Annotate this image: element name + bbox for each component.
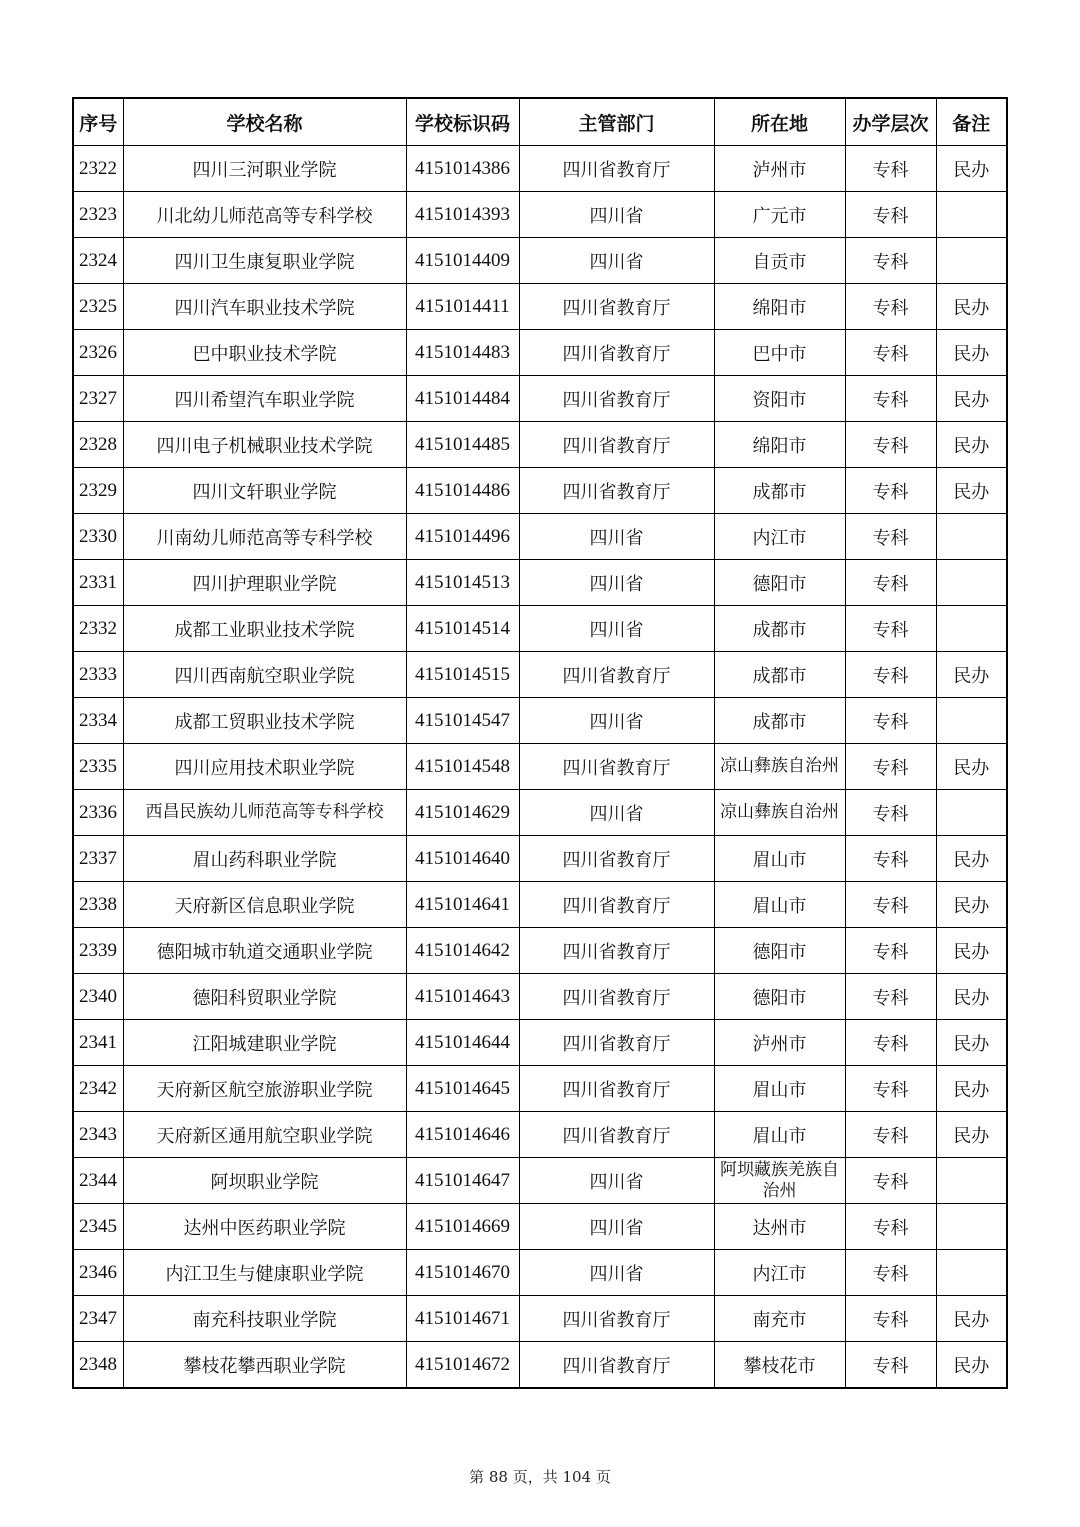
cell-school-code: 4151014484 [406,376,519,422]
cell-location: 广元市 [714,192,845,238]
cell-department: 四川省教育厅 [519,284,714,330]
cell-location: 眉山市 [714,1066,845,1112]
cell-seq: 2347 [73,1296,123,1342]
cell-level: 专科 [845,1112,936,1158]
cell-seq: 2323 [73,192,123,238]
cell-note: 民办 [936,882,1007,928]
cell-school-name: 德阳科贸职业学院 [123,974,406,1020]
cell-seq: 2338 [73,882,123,928]
page-number-footer: 第 88 页，共 104 页 [469,1468,611,1486]
cell-location: 巴中市 [714,330,845,376]
cell-seq: 2334 [73,698,123,744]
cell-department: 四川省 [519,1250,714,1296]
cell-seq: 2335 [73,744,123,790]
cell-note: 民办 [936,744,1007,790]
cell-seq: 2327 [73,376,123,422]
cell-note [936,606,1007,652]
header-note: 备注 [936,98,1007,146]
cell-department: 四川省教育厅 [519,1066,714,1112]
cell-location: 绵阳市 [714,422,845,468]
cell-level: 专科 [845,560,936,606]
table-row [73,1158,1007,1204]
cell-school-name: 德阳城市轨道交通职业学院 [123,928,406,974]
table-row [73,1250,1007,1296]
table-row [73,192,1007,238]
table-row [73,1342,1007,1389]
cell-location: 达州市 [714,1204,845,1250]
cell-level: 专科 [845,652,936,698]
cell-department: 四川省 [519,192,714,238]
cell-level: 专科 [845,468,936,514]
cell-seq: 2332 [73,606,123,652]
cell-level: 专科 [845,1158,936,1204]
cell-school-name: 达州中医药职业学院 [123,1204,406,1250]
cell-school-code: 4151014670 [406,1250,519,1296]
cell-department: 四川省教育厅 [519,146,714,192]
table-row [73,1112,1007,1158]
cell-location: 德阳市 [714,560,845,606]
cell-note [936,1204,1007,1250]
cell-seq: 2326 [73,330,123,376]
cell-school-name: 巴中职业技术学院 [123,330,406,376]
cell-seq: 2328 [73,422,123,468]
table-row [73,376,1007,422]
cell-school-name: 成都工业职业技术学院 [123,606,406,652]
cell-seq: 2325 [73,284,123,330]
cell-department: 四川省 [519,790,714,836]
cell-seq: 2329 [73,468,123,514]
cell-level: 专科 [845,1020,936,1066]
cell-location: 德阳市 [714,928,845,974]
cell-level: 专科 [845,1204,936,1250]
header-location: 所在地 [714,98,845,146]
table-row [73,652,1007,698]
cell-seq: 2337 [73,836,123,882]
cell-note: 民办 [936,468,1007,514]
cell-note [936,698,1007,744]
table-header-row [73,98,1007,146]
cell-location: 资阳市 [714,376,845,422]
table-row [73,882,1007,928]
cell-seq: 2343 [73,1112,123,1158]
cell-school-name: 天府新区信息职业学院 [123,882,406,928]
cell-school-name: 川北幼儿师范高等专科学校 [123,192,406,238]
cell-department: 四川省教育厅 [519,928,714,974]
cell-school-name: 攀枝花攀西职业学院 [123,1342,406,1389]
header-level: 办学层次 [845,98,936,146]
cell-school-name: 江阳城建职业学院 [123,1020,406,1066]
cell-note [936,560,1007,606]
cell-school-code: 4151014629 [406,790,519,836]
cell-note [936,192,1007,238]
cell-note [936,238,1007,284]
cell-location: 自贡市 [714,238,845,284]
cell-level: 专科 [845,330,936,376]
cell-school-name: 四川护理职业学院 [123,560,406,606]
cell-level: 专科 [845,422,936,468]
table-row [73,790,1007,836]
cell-seq: 2333 [73,652,123,698]
cell-note: 民办 [936,652,1007,698]
cell-department: 四川省 [519,1204,714,1250]
cell-school-name: 四川应用技术职业学院 [123,744,406,790]
cell-note: 民办 [936,1020,1007,1066]
table-body [73,146,1007,1389]
cell-school-name: 眉山药科职业学院 [123,836,406,882]
cell-location: 泸州市 [714,1020,845,1066]
cell-school-code: 4151014514 [406,606,519,652]
cell-level: 专科 [845,192,936,238]
cell-seq: 2348 [73,1342,123,1389]
cell-school-code: 4151014640 [406,836,519,882]
cell-department: 四川省教育厅 [519,882,714,928]
header-school-name: 学校名称 [123,98,406,146]
cell-level: 专科 [845,744,936,790]
cell-note: 民办 [936,928,1007,974]
cell-seq: 2340 [73,974,123,1020]
table-row [73,1020,1007,1066]
cell-department: 四川省教育厅 [519,422,714,468]
table-row [73,1296,1007,1342]
cell-department: 四川省 [519,560,714,606]
cell-school-name: 西昌民族幼儿师范高等专科学校 [123,790,406,836]
cell-location: 绵阳市 [714,284,845,330]
cell-school-name: 四川西南航空职业学院 [123,652,406,698]
cell-school-name: 天府新区航空旅游职业学院 [123,1066,406,1112]
cell-level: 专科 [845,1066,936,1112]
table-row [73,330,1007,376]
table-row [73,514,1007,560]
cell-seq: 2322 [73,146,123,192]
cell-department: 四川省教育厅 [519,1020,714,1066]
cell-location: 眉山市 [714,1112,845,1158]
cell-school-name: 南充科技职业学院 [123,1296,406,1342]
cell-level: 专科 [845,1296,936,1342]
cell-note [936,1250,1007,1296]
cell-department: 四川省教育厅 [519,652,714,698]
cell-seq: 2324 [73,238,123,284]
cell-school-name: 阿坝职业学院 [123,1158,406,1204]
cell-department: 四川省教育厅 [519,974,714,1020]
table-row [73,560,1007,606]
cell-school-name: 四川三河职业学院 [123,146,406,192]
cell-location: 凉山彝族自治州 [714,744,845,790]
cell-department: 四川省 [519,514,714,560]
cell-school-code: 4151014646 [406,1112,519,1158]
cell-school-code: 4151014547 [406,698,519,744]
cell-school-code: 4151014644 [406,1020,519,1066]
cell-school-name: 四川卫生康复职业学院 [123,238,406,284]
cell-location: 凉山彝族自治州 [714,790,845,836]
cell-school-code: 4151014386 [406,146,519,192]
cell-department: 四川省教育厅 [519,1342,714,1389]
cell-school-code: 4151014496 [406,514,519,560]
cell-seq: 2342 [73,1066,123,1112]
cell-department: 四川省教育厅 [519,744,714,790]
cell-school-code: 4151014409 [406,238,519,284]
cell-seq: 2331 [73,560,123,606]
table-row [73,238,1007,284]
cell-school-code: 4151014645 [406,1066,519,1112]
cell-school-code: 4151014671 [406,1296,519,1342]
cell-school-code: 4151014485 [406,422,519,468]
cell-school-code: 4151014647 [406,1158,519,1204]
cell-location: 泸州市 [714,146,845,192]
cell-department: 四川省教育厅 [519,1296,714,1342]
cell-location: 阿坝藏族羌族自治州 [714,1158,845,1204]
cell-seq: 2336 [73,790,123,836]
cell-department: 四川省教育厅 [519,468,714,514]
cell-note [936,514,1007,560]
cell-department: 四川省 [519,1158,714,1204]
header-seq: 序号 [73,98,123,146]
table-row [73,928,1007,974]
cell-school-name: 成都工贸职业技术学院 [123,698,406,744]
cell-location: 眉山市 [714,882,845,928]
cell-school-code: 4151014411 [406,284,519,330]
cell-location: 攀枝花市 [714,1342,845,1389]
table-row [73,836,1007,882]
table-row [73,422,1007,468]
cell-level: 专科 [845,928,936,974]
cell-level: 专科 [845,974,936,1020]
cell-note: 民办 [936,1112,1007,1158]
cell-department: 四川省教育厅 [519,376,714,422]
cell-note [936,790,1007,836]
cell-location: 成都市 [714,652,845,698]
cell-school-name: 川南幼儿师范高等专科学校 [123,514,406,560]
cell-level: 专科 [845,606,936,652]
cell-note: 民办 [936,422,1007,468]
cell-school-name: 内江卫生与健康职业学院 [123,1250,406,1296]
cell-note: 民办 [936,1296,1007,1342]
cell-department: 四川省 [519,698,714,744]
table-row [73,468,1007,514]
cell-note: 民办 [936,836,1007,882]
cell-location: 内江市 [714,514,845,560]
table-row [73,606,1007,652]
cell-school-code: 4151014483 [406,330,519,376]
cell-note: 民办 [936,974,1007,1020]
cell-school-name: 四川文轩职业学院 [123,468,406,514]
cell-level: 专科 [845,238,936,284]
header-school-code: 学校标识码 [406,98,519,146]
cell-level: 专科 [845,836,936,882]
cell-level: 专科 [845,1250,936,1296]
cell-school-code: 4151014486 [406,468,519,514]
cell-level: 专科 [845,1342,936,1389]
cell-department: 四川省 [519,606,714,652]
table-row [73,1066,1007,1112]
cell-school-name: 天府新区通用航空职业学院 [123,1112,406,1158]
cell-location: 南充市 [714,1296,845,1342]
cell-school-name: 四川汽车职业技术学院 [123,284,406,330]
cell-level: 专科 [845,790,936,836]
cell-school-code: 4151014672 [406,1342,519,1389]
table-row [73,744,1007,790]
cell-level: 专科 [845,514,936,560]
cell-note: 民办 [936,284,1007,330]
cell-note [936,1158,1007,1204]
cell-location: 成都市 [714,606,845,652]
cell-seq: 2345 [73,1204,123,1250]
cell-note: 民办 [936,146,1007,192]
cell-note: 民办 [936,330,1007,376]
table-row [73,146,1007,192]
cell-level: 专科 [845,882,936,928]
cell-department: 四川省教育厅 [519,330,714,376]
cell-seq: 2341 [73,1020,123,1066]
table-row [73,284,1007,330]
cell-school-name: 四川电子机械职业技术学院 [123,422,406,468]
cell-seq: 2344 [73,1158,123,1204]
cell-level: 专科 [845,376,936,422]
cell-level: 专科 [845,146,936,192]
cell-note: 民办 [936,1342,1007,1389]
cell-level: 专科 [845,698,936,744]
cell-department: 四川省教育厅 [519,1112,714,1158]
cell-location: 内江市 [714,1250,845,1296]
cell-department: 四川省教育厅 [519,836,714,882]
cell-note: 民办 [936,376,1007,422]
cell-school-code: 4151014643 [406,974,519,1020]
cell-school-code: 4151014515 [406,652,519,698]
cell-location: 成都市 [714,468,845,514]
schools-table [72,97,1008,1389]
cell-school-code: 4151014513 [406,560,519,606]
cell-seq: 2330 [73,514,123,560]
cell-location: 眉山市 [714,836,845,882]
cell-note: 民办 [936,1066,1007,1112]
cell-school-code: 4151014393 [406,192,519,238]
table-row [73,1204,1007,1250]
table-row [73,974,1007,1020]
cell-location: 德阳市 [714,974,845,1020]
header-department: 主管部门 [519,98,714,146]
cell-level: 专科 [845,284,936,330]
table-row [73,698,1007,744]
cell-seq: 2339 [73,928,123,974]
cell-school-code: 4151014641 [406,882,519,928]
cell-school-code: 4151014548 [406,744,519,790]
cell-seq: 2346 [73,1250,123,1296]
cell-location: 成都市 [714,698,845,744]
cell-school-code: 4151014669 [406,1204,519,1250]
cell-department: 四川省 [519,238,714,284]
cell-school-name: 四川希望汽车职业学院 [123,376,406,422]
cell-school-code: 4151014642 [406,928,519,974]
